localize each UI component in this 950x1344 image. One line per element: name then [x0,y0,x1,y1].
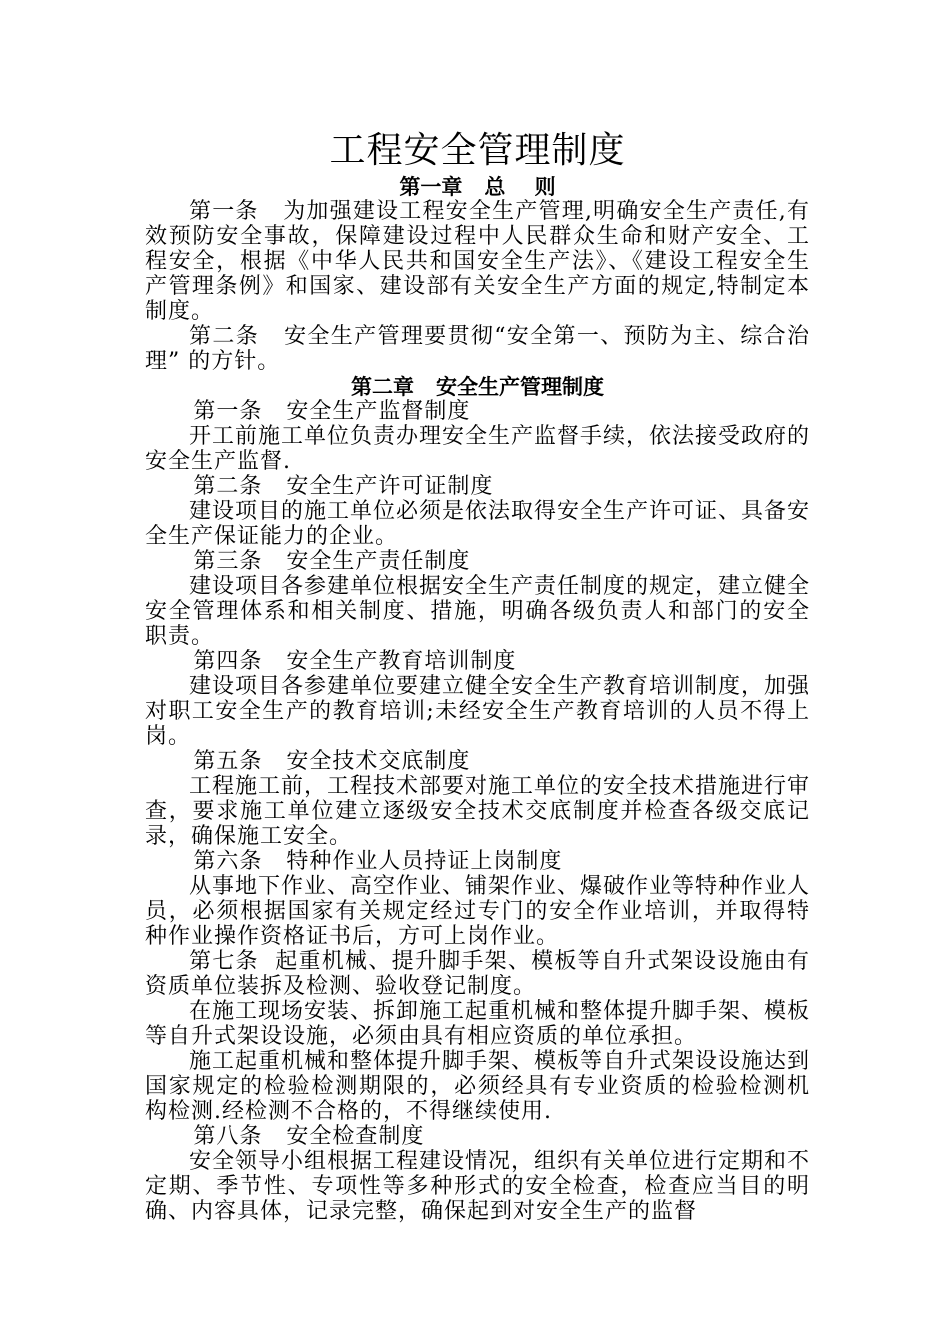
article-6-body: 从事地下作业、高空作业、铺架作业、爆破作业等特种作业人员，必须根据国家有关规定经过专门的安全作业培训，并取得特种作业操作资格证书后，方可上岗作业。 [145,874,811,949]
chapter-2-heading: 第二章 安全生产管理制度 [351,374,604,399]
article-3-body: 建设项目各参建单位根据安全生产责任制度的规定，建立健全安全管理体系和相关制度、措施，明确各级负责人和部门的安全职责。 [145,574,811,649]
article-5-heading: 第五条 安全技术交底制度 [193,749,471,774]
article-1-heading: 第一条 安全生产监督制度 [193,399,471,424]
article-7-heading-paragraph: 第七条 起重机械、提升脚手架、模板等自升式架设设施由有资质单位装拆及检测、验收登记制度。 [145,949,810,999]
article-8-heading: 第八条 安全检查制度 [193,1124,425,1149]
document-page [145,128,810,1224]
article-4-body: 建设项目各参建单位要建立健全安全生产教育培训制度，加强对职工安全生产的教育培训;未经安全生产教育培训的人员不得上岗。 [145,674,811,749]
document-title: 工程安全管理制度 [329,130,626,171]
article-2-heading: 第二条 安全生产许可证制度 [193,474,494,499]
article-7-body-1: 在施工现场安装、拆卸施工起重机械和整体提升脚手架、模板等自升式架设设施，必须由具有相应资质的单位承担。 [145,999,811,1049]
article-6-heading: 第六条 特种作业人员持证上岗制度 [193,849,563,874]
article-4-heading: 第四条 安全生产教育培训制度 [193,649,517,674]
article-5-body: 工程施工前，工程技术部要对施工单位的安全技术措施进行审查，要求施工单位建立逐级安全技术交底制度并检查各级交底记录，确保施工安全。 [145,774,811,849]
article-7-body-2: 施工起重机械和整体提升脚手架、模板等自升式架设设施达到国家规定的检验检测期限的，必须经具有专业资质的检验检测机构检测.经检测不合格的，不得继续使用. [145,1049,811,1124]
article-8-body: 安全领导小组根据工程建设情况，组织有关单位进行定期和不定期、季节性、专项性等多种形式的安全检查，检查应当目的明确、内容具体，记录完整，确保起到对安全生产的监督 [145,1149,811,1224]
chapter-1-article-2: 第二条 安全生产管理要贯彻“安全第一、预防为主、综合治理” 的方针。 [145,324,810,374]
article-3-heading: 第三条 安全生产责任制度 [193,549,471,574]
chapter-1-article-1: 第一条 为加强建设工程安全生产管理,明确安全生产责任,有效预防安全事故，保障建设过程中人民群众生命和财产安全、工程安全，根据《中华人民共和国安全生产法》、《建设工程安全生产管理条例》和国家、建设部有关安全生产方面的规定,特制定本制度。 [145,199,810,324]
article-2-body: 建设项目的施工单位必须是依法取得安全生产许可证、具备安全生产保证能力的企业。 [145,499,811,549]
chapter-1-heading: 第一章 总 则 [399,174,556,199]
article-1-body: 开工前施工单位负责办理安全生产监督手续，依法接受政府的安全生产监督. [145,424,811,474]
